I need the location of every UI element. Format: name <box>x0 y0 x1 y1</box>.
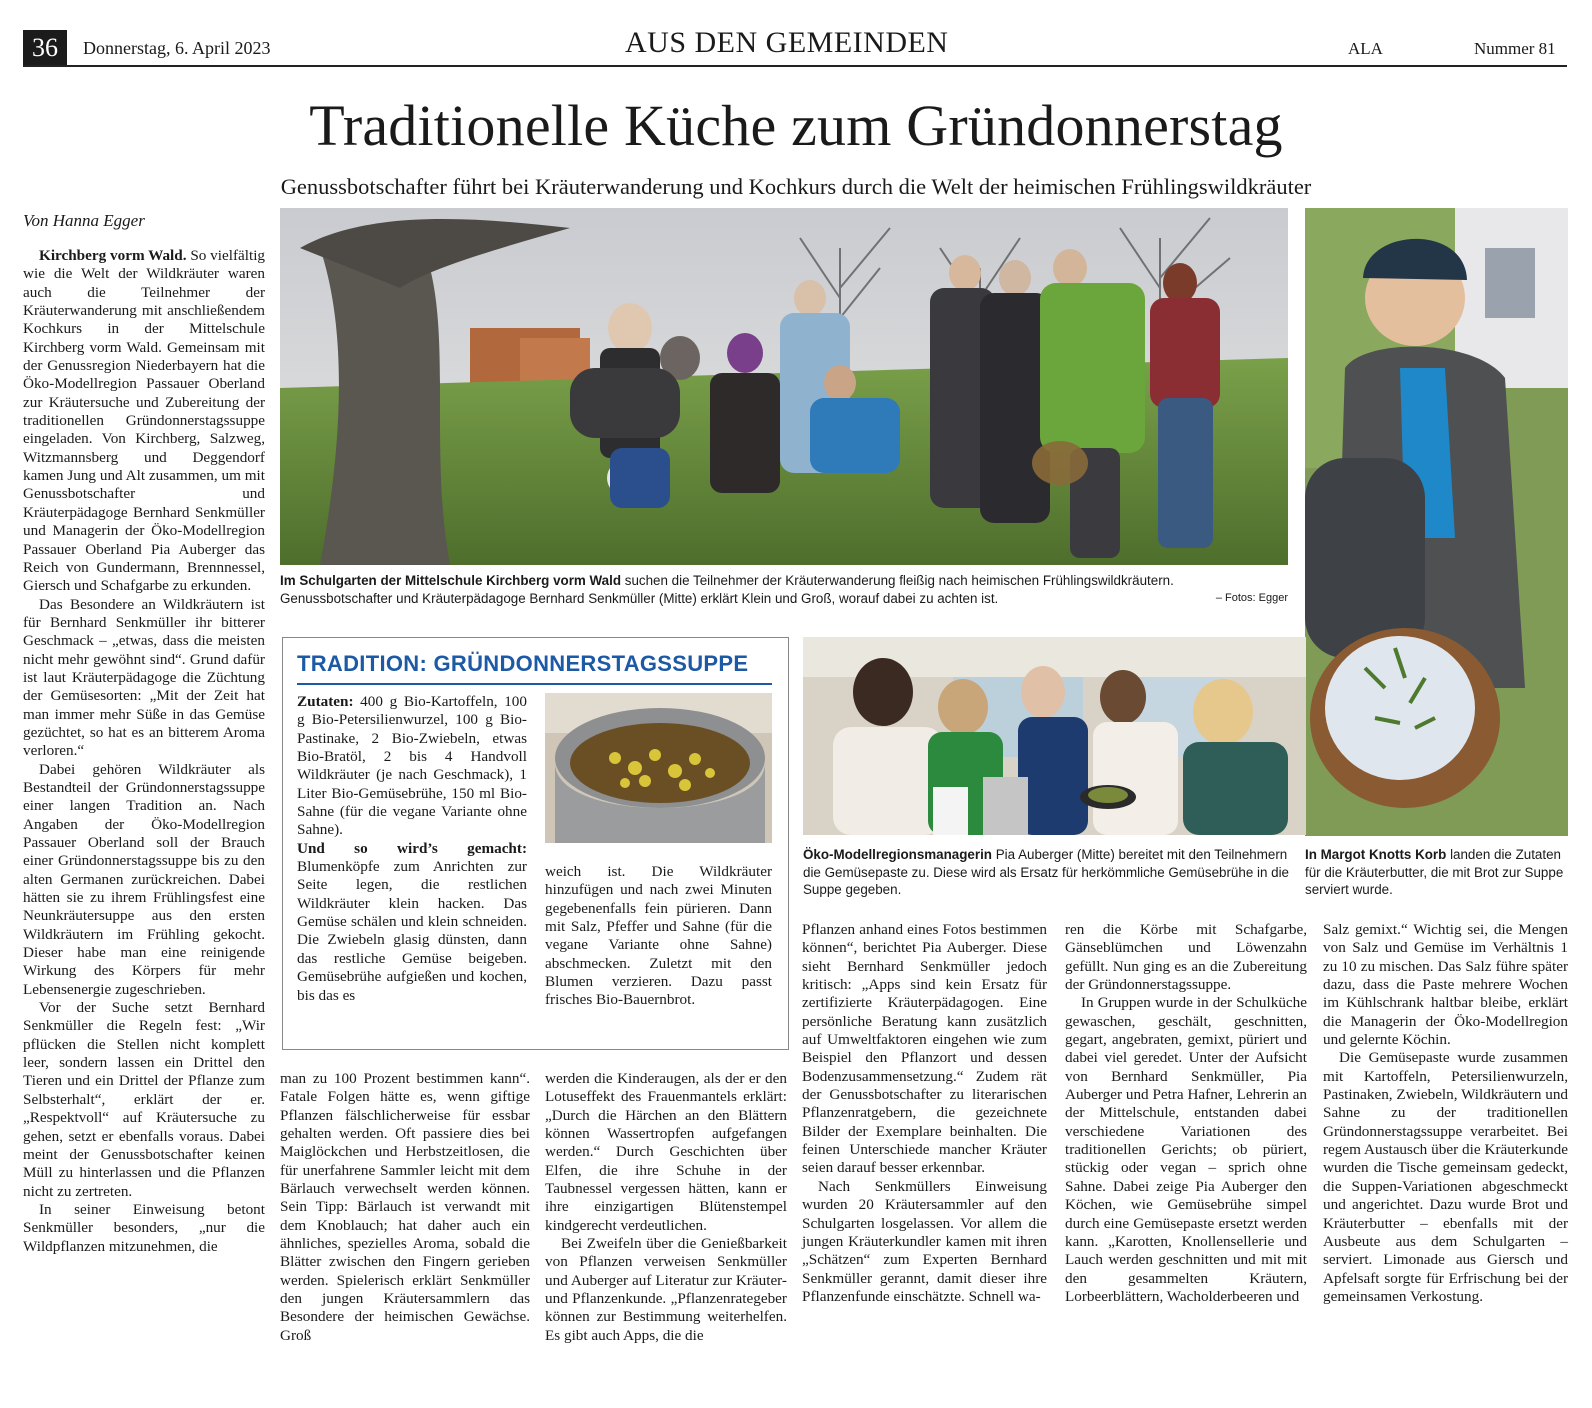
paragraph-text: So vielfältig wie die Welt der Wildkräuter waren auch die Teilnehmer der Kräuterwanderung mit anschließendem Kochkurs in der Mittelschule Kirchberg vorm Wald. Gemeinsam mit der Genussregion Niederbayern hat die Öko-Modellregion Passauer Oberland zur Kräutersuche und Zubereitung der traditionellen Gründonnerstagssuppe eingeladen. Von Kirchberg, Salzweg, Witzmannsberg und Deggendorf kamen Jung und Alt zusammen, um mit Genussbotschafter und Kräuterpädagoge Bernhard Senkmüller und Managerin der Öko-Modellregion Passauer Oberland Pia Auberger das Reich von Gundermann, Brennnessel, Giersch und Schafgarbe zu erkunden. <box>23 247 266 595</box>
recipe-column-right <box>545 863 772 1010</box>
article-column-1 <box>23 247 265 1256</box>
recipe-box <box>282 637 789 1050</box>
soup-pot-photo <box>545 693 772 843</box>
caption-text: Pia Auberger (Mitte) bereitet mit den Teilnehmern die Gemüsepaste zu. Diese wird als Ersatz für herkömmliche Gemüsebrühe in die Suppe gegeben. <box>803 847 1289 897</box>
paragraph <box>23 247 265 596</box>
recipe-box-title: TRADITION: GRÜNDONNERSTAGSSUPPE <box>297 651 749 676</box>
caption-lead: Öko-Modellregionsmanagerin <box>803 847 992 862</box>
paragraph: Bei Zweifeln über die Genießbarkeit von Pflanzen verweisen Senkmüller und Auberger auf Literatur zur Kräuter- und Pflanzenkunde. „Pflanzenrategeber können zur Bestimmung weiterhelfen. Es gibt auch Apps, die die <box>545 1235 787 1344</box>
paragraph: Dabei gehören Wildkräuter als Bestandteil der Gründonnerstagssuppe einer langen Tradition an. Nach Angaben der Öko-Modellregion Passauer Oberland soll der Brauch einer Gründonnerstagssuppe bis zu den alten Germanen zurückreichen. Dabei hätten sie zu ihrem Frühlingsfest eine Neunkräutersuppe aus den ersten Wildkräutern im Frühling gekocht. Dieser habe man eine reinigende Wirkung des Körpers für mehr Lebensenergie zugeschrieben. <box>23 760 265 998</box>
issue-date: Donnerstag, 6. April 2023 <box>83 38 271 58</box>
main-photo-caption <box>280 572 1288 607</box>
ingredients-text: 400 g Bio-Kartoffeln, 100 g Bio-Petersilienwurzel, 100 g Bio-Pastinake, 2 Bio-Zwiebeln, etwas Bio-Bratöl, 2 bis 4 Handvoll Wildkräuter (je nach Geschmack), 1 Liter Bio-Gemüsebrühe, 150 ml Bio-Sahne (für die vegane Variante ohne Sahne). <box>297 693 527 839</box>
method-label: Und so wird’s gemacht: <box>297 839 527 857</box>
caption-text: suchen die Teilnehmer der Kräuterwanderung fleißig nach heimischen Frühlingswildkräutern. Genussbotschafter und Kräuterpädagoge Bernhard Senkmüller (Mitte) erklärt Klein und Groß, worauf dabei zu achten ist. <box>280 573 1174 606</box>
paragraph: Vor der Suche setzt Bernhard Senkmüller die Regeln fest: „Wir pflücken die Stellen nicht komplett leer, sondern lassen ein Drittel den Tieren und ein Drittel der Pflanze zum Selbsterhalt“, erklärt der er. „Respektvoll“ auf Kräutersuche zu gehen, setzt er ebenfalls voraus. Dabei meint der Genussbotschafter keinen Müll zu hinterlassen und die Pflanzen nicht zu zertreten. <box>23 999 265 1200</box>
edition-label: ALA <box>1348 39 1383 58</box>
paragraph: In Gruppen wurde in der Schulküche gewaschen, geschält, geschnitten, gegart, angebraten, gemixt, püriert und dabei viel geredet. Unter der Aufsicht von Bernhard Senkmüller, Pia Auberger und Petra Hafner, Lehrerin an der Mittelschule, entstanden dabei verschiedene Variationen des traditionellen Gerichts; ob püriert, stückig oder vegan – sprich ohne Sahne. Dabei zeige Pia Auberger den Köchen, wie Gemüsebrühe simpel durch eine Gemüsepaste ersetzt werden kann. „Karotten, Knollensellerie und Lauch werden geschnitten und mit mit den gesammelten Kräutern, Lorbeerblättern, Wacholderbeeren und <box>1065 994 1308 1305</box>
paragraph: Pflanzen anhand eines Fotos bestimmen können“, berichtet Pia Auberger. Diese sieht Bernhard Senkmüller jedoch kritisch: „Apps sind kein Ersatz für zertifizierte Kräuterpädagogen. Eine persönliche Beratung kann zusätzlich auf Umweltfaktoren eingehen wie zum Beispiel den Pflanzort und dessen Bodenzusammensetzung.“ Zudem rät der Genussbotschafter zu literarischen Pflanzenratgebern, die gezeichnete Bilder der Exemplare beinhalten. Die feinen Unterschiede mancher Kräuter seien darauf besser erkennbar. <box>802 921 1047 1177</box>
main-photo <box>280 208 1288 565</box>
section-title: AUS DEN GEMEINDEN <box>625 26 949 59</box>
subheadline: Genussbotschafter führt bei Kräuterwanderung und Kochkurs durch die Welt der heimischen Frühlingswildkräuter <box>280 174 1312 199</box>
recipe-column-left <box>297 693 527 1005</box>
caption-lead: In Margot Knotts Korb <box>1305 847 1447 862</box>
article-column-2 <box>280 1070 530 1345</box>
paragraph: Die Gemüsepaste wurde zusammen mit Kartoffeln, Petersilienwurzeln, Pastinaken, Zwiebeln, Wildkräutern und Sahne zu der traditionellen Gründonnerstagssuppe verarbeitet. Bei regem Austausch über die Kräuterkunde wurden die Tische gemeinsam gedeckt, die Suppen-Variationen abgeschmeckt und angerichtet. Dazu wurde Brot und Kräuterbutter – ebenfalls mit der Ausbeute aus dem Schulgarten – serviert. Limonade aus Giersch und Apfelsaft sorgte für Erfrischung bei der gemeinsamen Verkostung. <box>1323 1049 1569 1305</box>
byline: Von Hanna Egger <box>23 211 145 230</box>
portrait-photo-caption <box>1305 846 1568 899</box>
paragraph: Das Besondere an Wildkräutern ist für Bernhard Senkmüller ihr bitterer Geschmack – „etwas, dass die meisten nicht mehr gewöhnt sind“. Grund dafür ist laut Kräuterpädagoge die Züchtung der Gemüsesorten: „Mit der Zeit hat man immer mehr Süße in das Gemüse gezüchtet, so hat es an bitterem Aroma verloren.“ <box>23 595 265 760</box>
dateline: Kirchberg vorm Wald. <box>39 247 187 264</box>
paragraph: Salz gemixt.“ Wichtig sei, die Mengen von Salz und Gemüse im Verhältnis 1 zu 10 zu mischen. Das Salz führe später dazu, dass die Paste mehrere Wochen im Kühlschrank haltbar bleibe, erklärt die Managerin der Öko-Modellregion und gelernte Köchin. <box>1323 921 1568 1049</box>
article-column-4 <box>802 921 1047 1306</box>
paragraph: ren die Körbe mit Schafgarbe, Gänseblümchen und Löwenzahn gefüllt. Nun ging es an die Zubereitung der Gründonnerstagssuppe. <box>1065 921 1307 994</box>
article-column-3 <box>545 1070 787 1345</box>
paragraph: In seiner Einweisung betont Senkmüller besonders, „nur die Wildpflanzen mitzunehmen, die <box>23 1200 265 1255</box>
photo-credit: – Fotos: Egger <box>1215 591 1288 604</box>
kitchen-photo <box>803 637 1306 835</box>
headline: Traditionelle Küche zum Gründonnerstag <box>309 93 1283 158</box>
method <box>297 840 527 1005</box>
article-column-6 <box>1323 921 1568 1306</box>
article-column-5 <box>1065 921 1307 1306</box>
paragraph: man zu 100 Prozent bestimmen kann“. Fatale Folgen hätte es, wenn giftige Pflanzen fälschlicherweise für essbar gehalten werden. Oft passiere dies bei Maiglöckchen und Herbstzeitlosen, die für unerfahrene Sammler leicht mit dem Bärlauch verwechselt werden können. Sein Tipp: Bärlauch ist verwandt mit dem Knoblauch; hat daher auch ein ähnliches, spezielles Aroma, sobald die Blätter zwischen den Fingern gerieben werden. Spielerisch erklärt Senkmüller den jungen Kräutersammlern das Besondere der heimischen Gewächse. Groß <box>280 1070 530 1344</box>
ingredients <box>297 693 527 840</box>
portrait-photo <box>1305 208 1568 836</box>
issue-number: Nummer 81 <box>1474 39 1556 58</box>
recipe-box-rule <box>297 683 772 685</box>
paragraph: Nach Senkmüllers Einweisung wurden 20 Kräutersammler auf den Schulgarten losgelassen. Vor allem die jungen Kräuterkundler kamen mit ihren „Schätzen“ zum Experten Bernhard Senkmüller gerannt, damit dieser ihre Pflanzenfunde einschätzte. Schnell wa- <box>802 1177 1047 1305</box>
page-number: 36 <box>23 30 67 66</box>
ingredients-label: Zutaten: <box>297 693 354 710</box>
paragraph: werden die Kinderaugen, als der er den Lotuseffekt des Frauenmantels erklärt: „Durch die Härchen an den Blättern können Wassertropfen aufgefangen werden.“ Durch Geschichten über Elfen, die ihre Schuhe in der Taubnessel vergessen hätten, kann er ihre einzigartigen Blütenstempel kindgerecht verdeutlichen. <box>545 1070 787 1234</box>
method-text: weich ist. Die Wildkräuter hinzufügen und nach zwei Minuten gegebenenfalls fein pürieren. Dann mit Salz, Pfeffer und Sahne (für die vegane Variante ohne Sahne) abschmecken. Zuletzt mit den Blumen verzieren. Dazu passt frisches Bio-Bauernbrot. <box>545 863 772 1009</box>
caption-lead: Im Schulgarten der Mittelschule Kirchberg vorm Wald <box>280 573 622 588</box>
caption-text: landen die Zutaten für die Kräuterbutter, die mit Brot zur Suppe serviert wurde. <box>1305 847 1564 897</box>
method-text: Blumenköpfe zum Anrichten zur Seite legen, die restlichen Wildkräuter klein hacken. Das Gemüse schälen und klein schneiden. Die Zwiebeln glasig dünsten, dann das restliche Gemüse beigeben. Gemüsebrühe aufgießen und kochen, bis das es <box>297 858 527 1004</box>
header-rule <box>23 65 1567 67</box>
kitchen-photo-caption <box>803 846 1306 899</box>
